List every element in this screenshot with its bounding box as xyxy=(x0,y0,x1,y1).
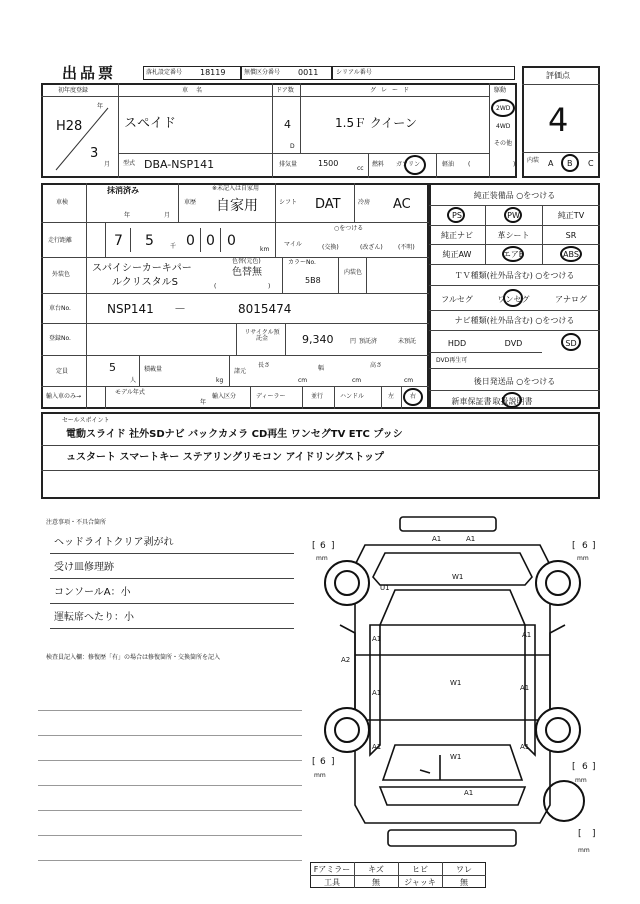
mark-right-door-2: A1 xyxy=(520,684,530,692)
eq-leather: 革シート xyxy=(497,231,530,240)
navi-sd-circle xyxy=(561,333,581,351)
tire-rr-unit: mm xyxy=(575,777,587,784)
footer-val-3: ジャッキ xyxy=(404,878,436,887)
mark-right-rear: A1 xyxy=(520,743,530,751)
recycle-unit: 円 xyxy=(350,338,357,345)
mileage-thousand: 千 xyxy=(170,243,177,250)
mark-left-door-2: A1 xyxy=(372,689,382,697)
history-value: 自家用 xyxy=(216,198,258,214)
displacement-label: 排気量 xyxy=(279,161,298,168)
tv-title: ＴＶ種類(社外品含む) ○をつける xyxy=(454,271,575,280)
recycle-unpaid: 未預託 xyxy=(398,338,417,345)
tire-fl: 6 xyxy=(320,541,326,551)
chassis-number: 8015474 xyxy=(238,302,292,316)
handle-right-circle xyxy=(403,388,423,406)
footer-head-1: Fアミラー xyxy=(313,865,351,874)
reg-year-mark: 年 xyxy=(97,103,104,110)
handle-left: 左 xyxy=(388,393,395,400)
tire-fr: 6 xyxy=(582,541,588,551)
color-value-line2: ルクリスタルS xyxy=(112,277,178,288)
mark-roof: W1 xyxy=(450,679,462,687)
genuine-title: 純正装備品 ○をつける xyxy=(473,191,556,200)
recycle-value: 9,340 xyxy=(302,333,334,346)
footer-val-2: 無 xyxy=(372,878,380,887)
sales-line1: 電動スライド 社外SDナビ バックカメラ CD再生 ワンセグTV ETC プッシ xyxy=(66,429,403,440)
footer-head-2: キズ xyxy=(368,865,384,874)
mileage-label: 走行距離 xyxy=(48,237,73,244)
fuel-label: 燃料 xyxy=(372,161,385,168)
ac-value: AC xyxy=(393,197,411,212)
navi-hdd: HDD xyxy=(447,339,467,348)
mileage-unit: km xyxy=(260,246,270,253)
model-value: DBA-NSP141 xyxy=(144,158,215,171)
note-1: ヘッドライトクリア剥がれ xyxy=(54,537,174,548)
import-type-label: 輸入区分 xyxy=(212,393,237,400)
interior-option-b: B xyxy=(567,159,573,168)
chassis-dash: － xyxy=(174,302,187,316)
doors-value: 4 xyxy=(284,118,291,131)
capacity-unit: 人 xyxy=(130,377,137,384)
navi-sd: SD xyxy=(565,339,577,348)
note-2: 受け皿修理跡 xyxy=(54,562,114,573)
interior-option-a: A xyxy=(548,159,554,168)
meter-choose: ○をつける xyxy=(334,225,364,232)
name-label: 車名 xyxy=(182,87,211,94)
mark-left-front: U1 xyxy=(380,584,390,592)
import-label: 輸入車のみ→ xyxy=(46,393,82,400)
name-value: スペイド xyxy=(124,116,177,131)
dim-height-unit: cm xyxy=(404,377,414,384)
tire-fl-unit: mm xyxy=(316,555,328,562)
displacement-value: 1500 xyxy=(318,159,339,168)
capacity-value: 5 xyxy=(109,361,116,374)
after-manual-circle xyxy=(502,392,522,408)
mark-left-rear: A1 xyxy=(372,743,382,751)
mark-front-left: A1 xyxy=(432,535,442,543)
eq-abs: ABS xyxy=(563,250,579,259)
reg-month-mark: 月 xyxy=(104,161,111,168)
interior-color-label: 内装色 xyxy=(344,269,363,276)
lane-value: 0011 xyxy=(298,68,319,77)
meter-option-exchange: (交換) xyxy=(322,244,339,251)
drive-label: 駆動 xyxy=(494,87,507,94)
navi-dvd: DVD xyxy=(504,339,523,348)
tire-fr-unit: mm xyxy=(577,555,589,562)
tire-rl: 6 xyxy=(320,757,326,767)
eq-ps: PS xyxy=(452,211,462,220)
color-no-label: カラーNo. xyxy=(288,259,316,266)
note-3: コンソールA：小 xyxy=(54,587,131,598)
doors-label: ドア数 xyxy=(276,87,294,94)
mileage-digit-5: 0 xyxy=(227,233,236,249)
footer-val-4: 無 xyxy=(460,878,468,887)
interior-label: 内装 xyxy=(527,157,540,164)
mileage-digit-2: 5 xyxy=(145,233,154,249)
history-label: 車歴 xyxy=(184,199,197,206)
notes-label: 注意事項・不具合箇所 xyxy=(46,519,107,526)
light-oil-label: 軽油 xyxy=(442,161,455,168)
footer-head-4: ワレ xyxy=(456,865,472,874)
reg-slash xyxy=(46,100,116,174)
tv-analog: アナログ xyxy=(555,295,587,304)
interior-option-c: C xyxy=(588,159,594,168)
lot-value: 18119 xyxy=(200,68,226,77)
inspection-value: 抹消済み xyxy=(107,186,139,195)
dvd-playback-label: DVD再生可 xyxy=(436,357,468,364)
model-label: 型式 xyxy=(123,160,136,167)
dim-length-unit: cm xyxy=(298,377,308,384)
after-title: 後日発送品 ○をつける xyxy=(473,377,556,386)
color-label: 外装色 xyxy=(52,271,71,278)
dim-length: 長さ xyxy=(258,362,271,369)
color-value-line1: スパイシーカーキパー xyxy=(92,263,192,274)
mark-left-door-1: A1 xyxy=(372,635,382,643)
after-warranty: 新車保証書 xyxy=(451,397,492,406)
lane-label: 無償区分番号 xyxy=(244,69,281,76)
chassis-label: 車台No. xyxy=(49,305,71,312)
eq-airbag: エアB xyxy=(502,250,525,259)
spare-unit: mm xyxy=(578,847,590,854)
score-label: 評価点 xyxy=(546,71,570,80)
meter-option-unknown: (不明) xyxy=(398,244,415,251)
dim-width: 幅 xyxy=(318,365,325,372)
mark-rear-bumper: A1 xyxy=(464,789,474,797)
mark-front-right: A1 xyxy=(466,535,476,543)
reg-month: 3 xyxy=(90,146,99,161)
eq-sr: SR xyxy=(565,231,577,240)
dim-height: 高さ xyxy=(370,362,383,369)
drive-2wd-circle xyxy=(491,99,515,117)
model-year-label: モデル年式 xyxy=(115,389,145,396)
repaint-value: 色替無 xyxy=(232,267,262,278)
meter-label: マイル xyxy=(284,241,302,248)
tire-rr: 6 xyxy=(582,762,588,772)
eq-pw: PW xyxy=(507,211,520,220)
chassis-prefix: NSP141 xyxy=(107,302,154,316)
mark-rear-window: W1 xyxy=(450,753,462,761)
drive-4wd: 4WD xyxy=(496,123,511,130)
dealer-label: ディーラー xyxy=(256,393,286,400)
shift-label: シフト xyxy=(279,199,298,206)
handle-right: 右 xyxy=(410,393,417,400)
tv-fullseg: フルセグ xyxy=(441,295,473,304)
footer-val-1: 工具 xyxy=(324,878,340,887)
fuel-value: ガソリン xyxy=(396,161,421,168)
score-value: 4 xyxy=(548,101,569,139)
recycle-paid: 預託済 xyxy=(359,338,378,345)
grade-value: 1.5Ｆ クイーン xyxy=(335,116,418,130)
after-manual: 取扱説明書 xyxy=(492,397,533,406)
grade-label: グレード xyxy=(370,87,415,94)
shift-value: DAT xyxy=(315,197,341,212)
mileage-digit-4: 0 xyxy=(206,233,215,249)
eq-ps-circle xyxy=(447,207,465,223)
eq-navi: 純正ナビ xyxy=(441,231,473,240)
sales-line2: ュスタート スマートキー ステアリングリモコン アイドリングストップ xyxy=(66,452,384,463)
inspection-year: 年 xyxy=(124,212,131,219)
eq-airbag-circle xyxy=(502,246,524,262)
history-note: ※未記入は自家用 xyxy=(212,185,260,192)
reg-label: 初年度登録 xyxy=(58,87,89,94)
serial-label: シリアル番号 xyxy=(336,69,372,76)
mark-left-mirror: A2 xyxy=(341,656,351,664)
note-4: 運転席へたり：小 xyxy=(54,612,134,623)
mark-right-door-1: A1 xyxy=(522,631,532,639)
recycle-label: リサイクル預託金 xyxy=(244,329,280,342)
sales-label: セールスポイント xyxy=(62,417,110,424)
eq-aw: 純正AW xyxy=(442,250,472,259)
doors-unit: D xyxy=(290,143,295,150)
inspection-label: 車検 xyxy=(56,199,69,206)
footer-head-3: ヒビ xyxy=(412,865,428,874)
parallel-label: 並行 xyxy=(311,393,324,400)
eq-pw-circle xyxy=(504,207,522,223)
drive-2wd: 2WD xyxy=(496,105,511,112)
tire-rl-unit: mm xyxy=(314,772,326,779)
mark-windshield: W1 xyxy=(452,573,464,581)
tv-oneseg-circle xyxy=(503,289,523,307)
ac-label: 冷房 xyxy=(358,199,371,206)
displacement-unit: cc xyxy=(357,165,364,172)
spec-box xyxy=(41,183,429,409)
drive-other: その他 xyxy=(494,140,513,147)
interior-b-circle xyxy=(561,154,579,172)
mileage-digit-3: 0 xyxy=(186,233,195,249)
mileage-digit-1: 7 xyxy=(114,233,123,249)
fuel-circle xyxy=(404,155,426,175)
dims-label: 諸元 xyxy=(234,368,247,375)
navi-title: ナビ種類(社外品含む) ○をつける xyxy=(454,316,575,325)
car-diagram xyxy=(300,505,605,860)
eq-tv: 純正TV xyxy=(557,211,585,220)
capacity-label: 定員 xyxy=(56,368,69,375)
inspector-label: 検査員記入欄：修復歴「有」の場合は修復箇所・交換箇所を記入 xyxy=(46,654,221,661)
tv-oneseg: ワンセグ xyxy=(497,295,530,304)
form-title: 出品票 xyxy=(62,64,117,82)
model-year-unit: 年 xyxy=(200,399,207,406)
color-no-value: 5B8 xyxy=(305,276,321,285)
load-unit: kg xyxy=(216,377,224,384)
repaint-note: 色替(元色) xyxy=(232,258,261,265)
eq-abs-circle xyxy=(560,246,582,262)
handle-label: ハンドル xyxy=(340,393,365,400)
dim-width-unit: cm xyxy=(352,377,362,384)
inspector-lines xyxy=(38,686,302,866)
reg-no-label: 登録No. xyxy=(49,335,71,342)
lot-label: 落札設定番号 xyxy=(146,69,183,76)
load-label: 積載量 xyxy=(144,366,163,373)
inspection-month: 月 xyxy=(164,212,171,219)
meter-option-tamper: (改ざん) xyxy=(360,244,383,251)
reg-year: H28 xyxy=(56,119,83,134)
